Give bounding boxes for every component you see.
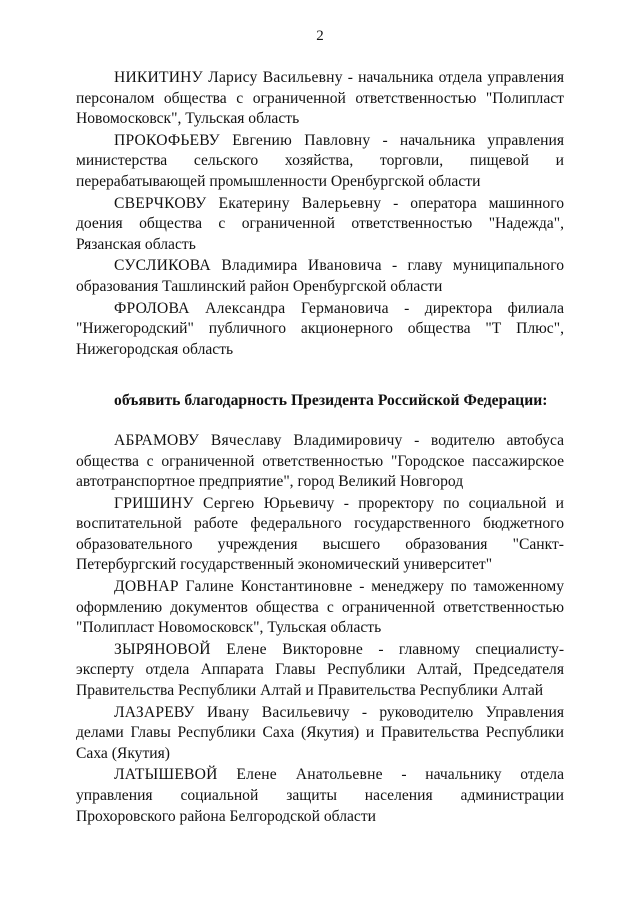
award-list-group-2 [76,431,564,827]
page-number: 2 [316,28,324,44]
person-name: ФРОЛОВА Александра Германовича [114,299,389,317]
list-item [76,68,564,130]
document-body [76,68,564,828]
person-position: - водителю автобуса общества с ограниченной ответственностью "Городское пассажирское автотранспортное предприятие", город Великий Новгород [76,431,564,491]
person-name: ГРИШИНУ Сергею Юрьевичу [114,494,335,512]
list-item [76,131,564,193]
person-position: - оператора машинного доения общества с ограниченной ответственностью "Надежда", Рязанская область [76,194,564,253]
list-item [76,299,564,361]
list-item [76,194,564,256]
person-position: - начальника отдела управления персоналом общества с ограниченной ответственностью "Полипласт Новомосковск", Тульская область [76,69,564,128]
person-position: - начальнику отдела управления социальной защиты населения администрации Прохоровского района Белгородской области [76,766,564,825]
person-name: СУСЛИКОВА Владимира Ивановича [114,257,382,275]
section-heading: объявить благодарность Президента Российской Федерации: [114,392,548,410]
person-name: ЛАТЫШЕВОЙ Елене Анатольевне [114,766,383,784]
person-position: - менеджеру по таможенному оформлению документов общества с ограниченной ответственностью "Полипласт Новомосковск", Тульская область [76,578,565,637]
person-position: - руководителю Управления делами Главы Республики Саха (Якутия) и Правительства Республики Саха (Якутия) [76,703,564,762]
list-item [76,431,564,493]
person-name: ПРОКОФЬЕВУ Евгению Павловну [114,131,371,149]
person-name: ЗЫРЯНОВОЙ Елене Викторовне [114,640,364,658]
list-item [76,765,564,827]
person-name: ЛАЗАРЕВУ Ивану Васильевичу [114,703,350,721]
person-position: - проректору по социальной и воспитательной работе федерального государственного бюджетного образовательного учреждения высшего образования "Санкт-Петербургский государственный экономический университет" [76,494,564,574]
list-item [76,577,564,639]
person-name: НИКИТИНУ Ларису Васильевну [114,69,343,86]
person-position: - начальника управления министерства сельского хозяйства, торговли, пищевой и перерабатывающей промышленности Оренбургской области [76,131,564,190]
person-position: - главному специалисту-эксперту отдела Аппарата Главы Республики Алтай, Председателя Правительства Республики Алтай и Правительства Республики Алтай [76,640,565,700]
list-item [76,494,564,576]
award-list-group-1 [76,68,564,360]
list-item [76,256,564,297]
person-position: - главу муниципального образования Ташлинский район Оренбургской области [76,257,564,295]
person-position: - директора филиала "Нижегородский" публичного акционерного общества "Т Плюс", Нижегородская область [76,299,564,358]
person-name: АБРАМОВУ Вячеславу Владимировичу [114,431,403,449]
person-name: СВЕРЧКОВУ Екатерину Валерьевну [114,194,382,212]
list-item [76,640,564,702]
list-item [76,703,564,765]
person-name: ДОВНАР Галине Константиновне [114,578,353,596]
